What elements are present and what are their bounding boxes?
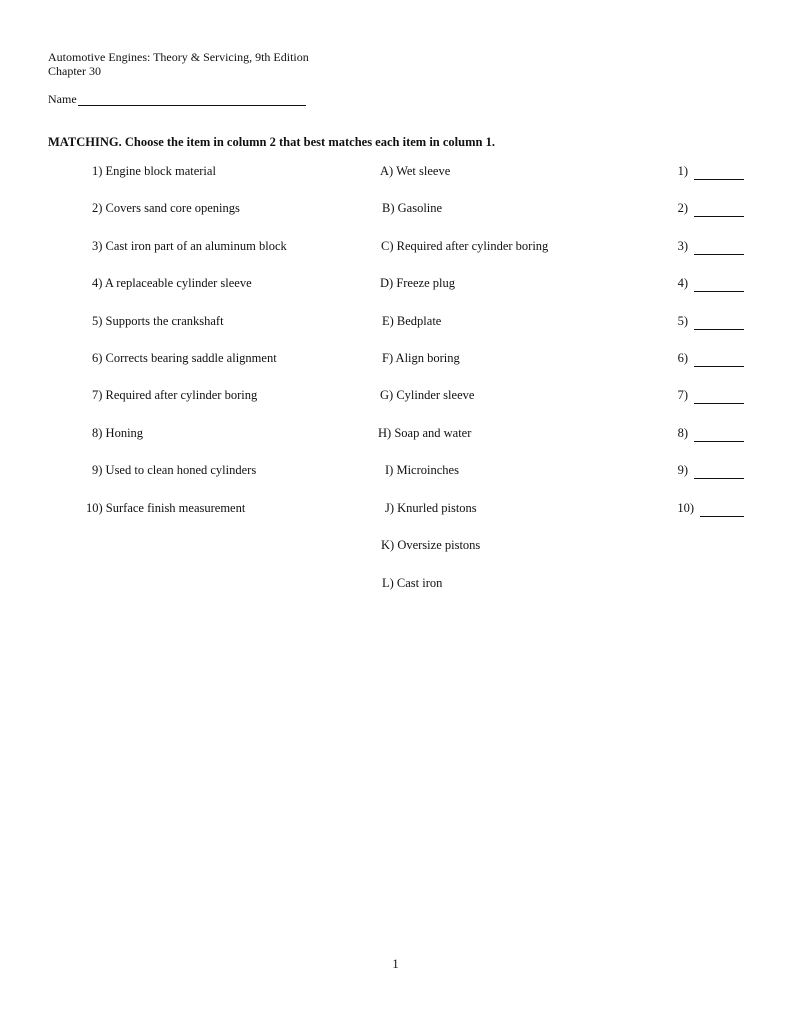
book-title: Automotive Engines: Theory & Servicing, 9th Edition xyxy=(48,50,309,64)
answer-blank-line[interactable] xyxy=(694,353,744,367)
answer-slot xyxy=(640,386,750,404)
answer-number: 4) xyxy=(677,276,688,290)
name-blank-line[interactable] xyxy=(78,93,306,106)
column2-item: C) Required after cylinder boring xyxy=(381,239,549,253)
matching-row xyxy=(0,274,791,292)
answer-blank-line[interactable] xyxy=(694,166,744,180)
answer-number: 5) xyxy=(677,314,688,328)
column2-item: D) Freeze plug xyxy=(380,276,455,290)
answer-blank-line[interactable] xyxy=(694,428,744,442)
answer-slot xyxy=(640,162,750,180)
column1-item: 5) Supports the crankshaft xyxy=(92,314,224,328)
matching-row xyxy=(0,536,791,554)
answer-blank-line[interactable] xyxy=(700,503,744,517)
answer-slot xyxy=(640,274,750,292)
answer-number: 7) xyxy=(677,388,688,402)
answer-slot xyxy=(640,237,750,255)
name-field xyxy=(48,92,306,106)
column1-item: 9) Used to clean honed cylinders xyxy=(92,463,257,477)
matching-row xyxy=(0,162,791,180)
column2-item: E) Bedplate xyxy=(382,314,442,328)
matching-row xyxy=(0,349,791,367)
matching-row xyxy=(0,386,791,404)
column1-item: 2) Covers sand core openings xyxy=(92,201,240,215)
column2-item: B) Gasoline xyxy=(382,201,443,215)
column1-item: 7) Required after cylinder boring xyxy=(92,388,258,402)
answer-slot xyxy=(640,349,750,367)
matching-row xyxy=(0,312,791,330)
answer-number: 1) xyxy=(677,164,688,178)
column2-item: I) Microinches xyxy=(385,463,459,477)
answer-number: 6) xyxy=(677,351,688,365)
column1-item: 10) Surface finish measurement xyxy=(86,501,246,515)
answer-blank-line[interactable] xyxy=(694,278,744,292)
matching-instructions: MATCHING. Choose the item in column 2 that best matches each item in column 1. xyxy=(48,135,495,149)
column1-item: 6) Corrects bearing saddle alignment xyxy=(92,351,277,365)
page-number: 1 xyxy=(392,957,399,971)
answer-slot xyxy=(640,499,750,517)
column1-item: 4) A replaceable cylinder sleeve xyxy=(92,276,252,290)
column2-item: G) Cylinder sleeve xyxy=(380,388,475,402)
answer-number: 9) xyxy=(677,463,688,477)
answer-blank-line[interactable] xyxy=(694,465,744,479)
answer-number: 3) xyxy=(677,239,688,253)
matching-row xyxy=(0,237,791,255)
answer-slot xyxy=(640,461,750,479)
matching-row xyxy=(0,499,791,517)
answer-blank-line[interactable] xyxy=(694,203,744,217)
document-header xyxy=(48,50,309,78)
column2-item: H) Soap and water xyxy=(378,426,472,440)
column2-item: F) Align boring xyxy=(382,351,460,365)
column2-item: K) Oversize pistons xyxy=(381,538,481,552)
answer-blank-line[interactable] xyxy=(694,390,744,404)
answer-number: 2) xyxy=(677,201,688,215)
answer-blank-line[interactable] xyxy=(694,241,744,255)
name-label: Name xyxy=(48,92,77,106)
matching-row xyxy=(0,461,791,479)
matching-row xyxy=(0,574,791,592)
column2-item: L) Cast iron xyxy=(382,576,443,590)
column1-item: 8) Honing xyxy=(92,426,144,440)
answer-slot xyxy=(640,312,750,330)
answer-blank-line[interactable] xyxy=(694,316,744,330)
answer-slot xyxy=(640,424,750,442)
matching-row xyxy=(0,424,791,442)
chapter-label: Chapter 30 xyxy=(48,64,101,78)
column2-item: A) Wet sleeve xyxy=(380,164,451,178)
column2-item: J) Knurled pistons xyxy=(385,501,477,515)
answer-number: 10) xyxy=(677,501,694,515)
matching-row xyxy=(0,199,791,217)
answer-number: 8) xyxy=(677,426,688,440)
answer-slot xyxy=(640,199,750,217)
column1-item: 1) Engine block material xyxy=(92,164,216,178)
column1-item: 3) Cast iron part of an aluminum block xyxy=(92,239,287,253)
